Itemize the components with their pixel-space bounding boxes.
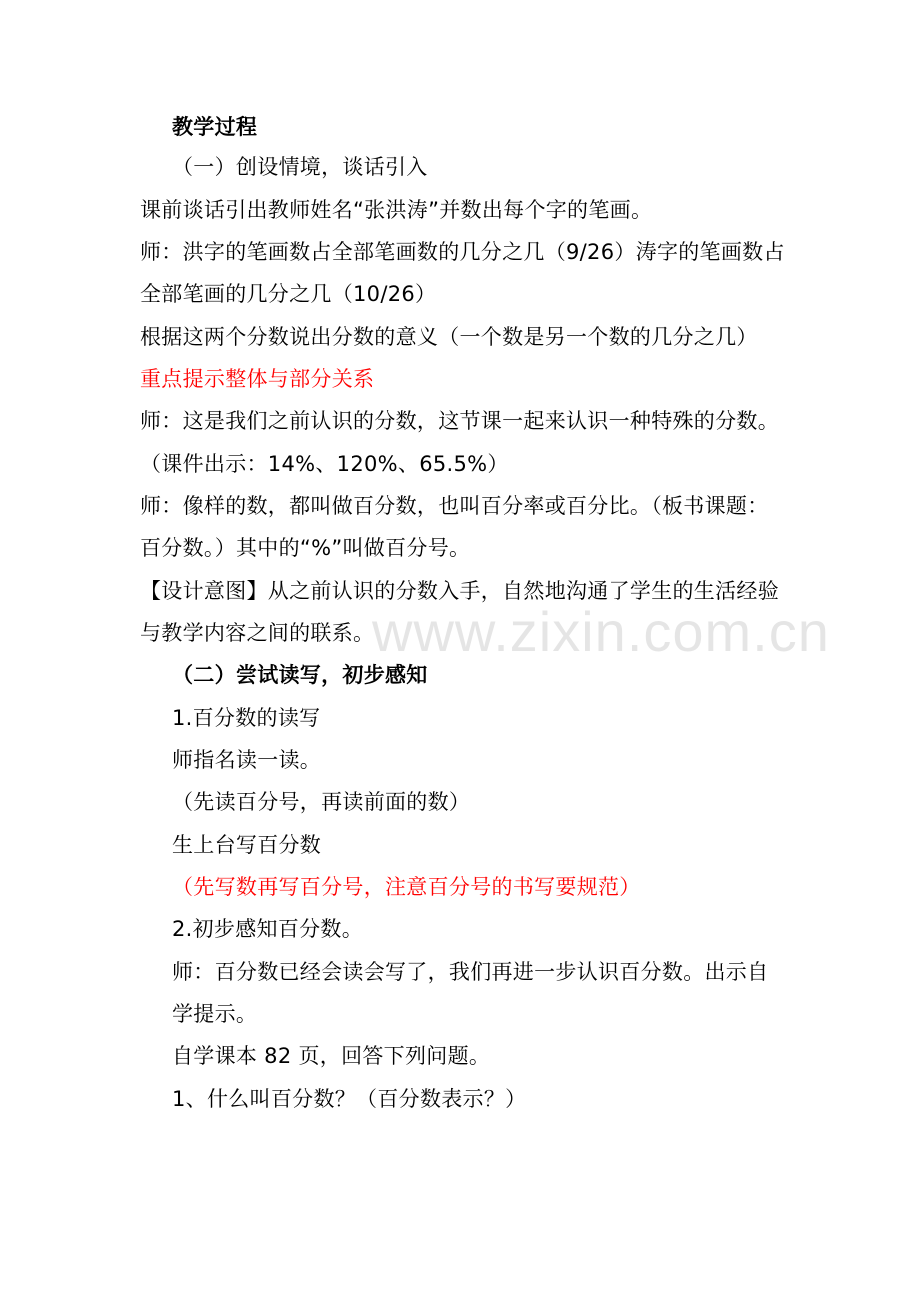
item2-question1: 1、什么叫百分数？（百分数表示？） xyxy=(172,1087,527,1111)
item2-teacher-line2: 学提示。 xyxy=(172,1002,258,1026)
item2-teacher-line1: 师：百分数已经会读会写了，我们再进一步认识百分数。出示自 xyxy=(172,960,769,984)
paragraph-slide-examples: （课件出示：14%、120%、65.5%） xyxy=(140,452,509,476)
paragraph-percent-definition-line1: 师：像样的数，都叫做百分数，也叫百分率或百分比。（板书课题： xyxy=(140,494,769,518)
item1-read-hint: （先读百分号，再读前面的数） xyxy=(172,790,471,814)
item2-self-study: 自学课本 82 页，回答下列问题。 xyxy=(172,1044,491,1068)
item2-title: 2.初步感知百分数。 xyxy=(172,917,364,941)
section2-title: （二）尝试读写，初步感知 xyxy=(172,663,428,687)
paragraph-intro: 课前谈话引出教师姓名“张洪涛”并数出每个字的笔画。 xyxy=(140,198,653,222)
section-heading: 教学过程 xyxy=(172,115,258,139)
paragraph-special-fraction: 师：这是我们之前认识的分数，这节课一起来认识一种特殊的分数。 xyxy=(140,409,779,433)
item1-write-hint: （先写数再写百分号，注意百分号的书写要规范） xyxy=(172,875,641,899)
item1-write: 生上台写百分数 xyxy=(172,833,322,857)
item1-title: 1.百分数的读写 xyxy=(172,706,321,730)
paragraph-design-intent-line1: 【设计意图】从之前认识的分数入手，自然地沟通了学生的生活经验 xyxy=(140,579,779,603)
paragraph-teacher-fraction-line2: 全部笔画的几分之几（10/26） xyxy=(140,282,437,306)
watermark-text: www.zixin.com.cn xyxy=(372,600,830,663)
paragraph-percent-definition-line2: 百分数。）其中的“%”叫做百分号。 xyxy=(140,536,471,560)
paragraph-fraction-meaning: 根据这两个分数说出分数的意义（一个数是另一个数的几分之几） xyxy=(140,325,758,349)
paragraph-teacher-fraction-line1: 师：洪字的笔画数占全部笔画数的几分之几（9/26）涛字的笔画数占 xyxy=(140,240,785,264)
highlight-note-whole-part: 重点提示整体与部分关系 xyxy=(140,367,375,391)
paragraph-design-intent-line2: 与教学内容之间的联系。 xyxy=(140,621,375,645)
section1-title: （一）创设情境，谈话引入 xyxy=(172,155,428,179)
item1-read: 师指名读一读。 xyxy=(172,748,322,772)
